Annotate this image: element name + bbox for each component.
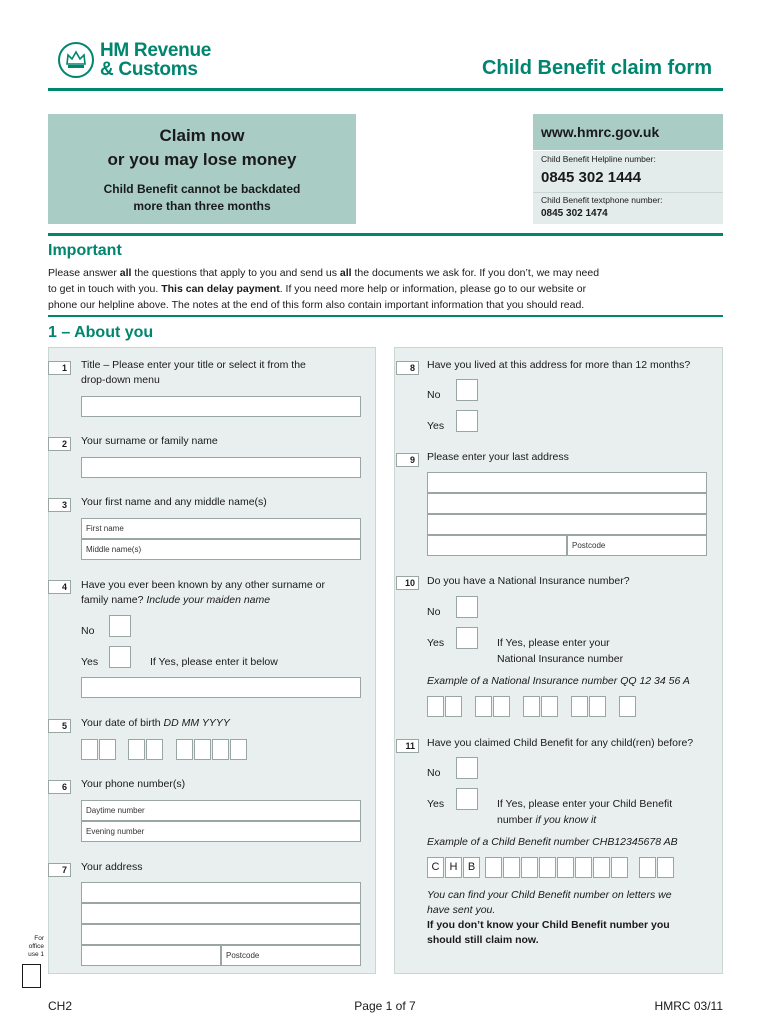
form-title: Child Benefit claim form (481, 57, 712, 79)
ni-cell-2[interactable] (445, 696, 462, 717)
ni-cell-5[interactable] (523, 696, 540, 717)
ni-cell-6[interactable] (541, 696, 558, 717)
claim-now-line1: Claim now (159, 126, 245, 145)
ni-cell-4[interactable] (493, 696, 510, 717)
daytime-number-label: Daytime number (86, 806, 145, 815)
q8-no-checkbox[interactable] (456, 379, 478, 401)
cb-cell-1[interactable] (485, 857, 502, 878)
last-address-line-4[interactable] (427, 535, 567, 556)
claim-now-box (48, 114, 356, 224)
important-heading: Important (48, 242, 122, 259)
q11-dont-2: should still claim now. (427, 934, 539, 946)
office-use-box (22, 964, 41, 988)
website-band (533, 114, 723, 150)
q1-text-2: drop-down menu (81, 374, 160, 386)
first-name-input[interactable] (81, 518, 361, 539)
q11-find-1: You can find your Child Benefit number on letters we (427, 889, 672, 901)
crown-icon (58, 42, 94, 78)
evening-number-label: Evening number (86, 827, 145, 836)
claim-now-line2: or you may lose money (107, 150, 297, 169)
q10-no-checkbox[interactable] (456, 596, 478, 618)
q8-no-label: No (427, 389, 441, 401)
claim-now-line3: Child Benefit cannot be backdated (103, 182, 301, 196)
q6-number: 6 (48, 780, 71, 794)
address-line-4[interactable] (81, 945, 221, 966)
evening-number-input[interactable] (81, 821, 361, 842)
q11-number: 11 (396, 739, 419, 753)
last-address-line-3[interactable] (427, 514, 707, 535)
textphone-number: 0845 302 1474 (541, 208, 608, 219)
textphone-label: Child Benefit textphone number: (541, 195, 663, 205)
q8-yes-label: Yes (427, 420, 445, 432)
cb-prefix-c: C (427, 857, 444, 878)
q10-number: 10 (396, 576, 419, 590)
q1-text-1: Title – Please enter your title or select it from the (81, 359, 306, 371)
q4-yes-note: If Yes, please enter it below (150, 656, 278, 668)
contact-rule (48, 233, 723, 236)
section-1-heading: 1 – About you (48, 324, 154, 341)
q10-no-label: No (427, 606, 441, 618)
q4-yes-checkbox[interactable] (109, 646, 131, 668)
dob-year-2[interactable] (194, 739, 211, 760)
ni-cell-3[interactable] (475, 696, 492, 717)
logo-line-2: & Customs (100, 59, 198, 80)
hmrc-logo (58, 38, 238, 84)
q11-yes-note-1: If Yes, please enter your Child Benefit (497, 798, 673, 810)
q10-yes-note-1: If Yes, please enter your (497, 637, 610, 649)
q4-text-2: family name? Include your maiden name (81, 594, 271, 606)
address-postcode-label: Postcode (226, 951, 260, 960)
q11-text: Have you claimed Child Benefit for any child(ren) before? (427, 737, 694, 749)
dob-year-4[interactable] (230, 739, 247, 760)
address-line-2[interactable] (81, 903, 361, 924)
q10-yes-label: Yes (427, 637, 445, 649)
important-text: Please answer all the questions that apply to you and send us all the documents we ask for. If you don’t, we may need to get in touch with you. This can delay payment. If you need more help or information, please go to our website or phone our helpline above. The notes at the end of this form also contain important information that you should read. (48, 267, 600, 311)
q7-text: Your address (81, 861, 143, 873)
footer-version: HMRC 03/11 (654, 999, 723, 1013)
cb-cell-9[interactable] (639, 857, 656, 878)
address-line-3[interactable] (81, 924, 361, 945)
middle-name-label: Middle name(s) (86, 545, 142, 554)
dob-year-3[interactable] (212, 739, 229, 760)
q10-example: Example of a National Insurance number QQ 12 34 56 A (427, 675, 690, 687)
q11-dont-1: If you don’t know your Child Benefit number you (427, 919, 670, 931)
header-rule (48, 88, 723, 91)
cb-cell-5[interactable] (557, 857, 574, 878)
cb-cell-8[interactable] (611, 857, 628, 878)
address-postcode-input[interactable] (221, 945, 361, 966)
q5-number: 5 (48, 719, 71, 733)
q3-number: 3 (48, 498, 71, 512)
q10-yes-note-2: National Insurance number (497, 653, 624, 665)
q4-no-label: No (81, 625, 95, 637)
q11-yes-label: Yes (427, 798, 445, 810)
title-input[interactable] (81, 396, 361, 417)
q10-text: Do you have a National Insurance number? (427, 575, 630, 587)
middle-name-input[interactable] (81, 539, 361, 560)
contact-box (533, 114, 723, 224)
q4-no-checkbox[interactable] (109, 615, 131, 637)
first-name-label: First name (86, 524, 124, 533)
dob-month-2[interactable] (146, 739, 163, 760)
other-name-input[interactable] (81, 677, 361, 698)
q8-text: Have you lived at this address for more than 12 months? (427, 359, 691, 371)
q7-number: 7 (48, 863, 71, 877)
q4-number: 4 (48, 580, 71, 594)
section-rule (48, 315, 723, 317)
q10-yes-checkbox[interactable] (456, 627, 478, 649)
helpline-label: Child Benefit Helpline number: (541, 154, 656, 164)
last-address-line-2[interactable] (427, 493, 707, 514)
q4-text-1: Have you ever been known by any other surname or (81, 579, 325, 591)
website-link[interactable]: www.hmrc.gov.uk (541, 124, 660, 140)
ni-cell-9[interactable] (619, 696, 636, 717)
q9-text: Please enter your last address (427, 451, 569, 463)
ni-cell-8[interactable] (589, 696, 606, 717)
q8-number: 8 (396, 361, 419, 375)
surname-input[interactable] (81, 457, 361, 478)
q1-number: 1 (48, 361, 71, 375)
cb-cell-10[interactable] (657, 857, 674, 878)
q9-number: 9 (396, 453, 419, 467)
last-address-postcode-input[interactable] (567, 535, 707, 556)
cb-cell-7[interactable] (593, 857, 610, 878)
dob-day-2[interactable] (99, 739, 116, 760)
q11-yes-note-2: number if you know it (497, 814, 597, 826)
footer-page-number: Page 1 of 7 (354, 999, 416, 1013)
ni-cell-1[interactable] (427, 696, 444, 717)
cb-cell-4[interactable] (539, 857, 556, 878)
q3-text: Your first name and any middle name(s) (81, 496, 267, 508)
q2-number: 2 (48, 437, 71, 451)
helpline-number: 0845 302 1444 (541, 169, 642, 186)
dob-month-1[interactable] (128, 739, 145, 760)
cb-prefix-b: B (463, 857, 480, 878)
address-line-1[interactable] (81, 882, 361, 903)
last-address-postcode-label: Postcode (572, 541, 606, 550)
last-address-line-1[interactable] (427, 472, 707, 493)
cb-prefix-h: H (445, 857, 462, 878)
claim-now-line4: more than three months (133, 199, 271, 213)
q2-text: Your surname or family name (81, 435, 218, 447)
q6-text: Your phone number(s) (81, 778, 186, 790)
cb-cell-3[interactable] (521, 857, 538, 878)
dob-day-1[interactable] (81, 739, 98, 760)
footer-form-code: CH2 (48, 999, 73, 1013)
textphone-band (533, 192, 723, 224)
daytime-number-input[interactable] (81, 800, 361, 821)
cb-cell-6[interactable] (575, 857, 592, 878)
office-use-label: For office use 1 (28, 935, 44, 958)
q5-text: Your date of birth DD MM YYYY (81, 717, 230, 729)
logo-line-1: HM Revenue (100, 40, 212, 61)
ni-cell-7[interactable] (571, 696, 588, 717)
q11-no-checkbox[interactable] (456, 757, 478, 779)
dob-year-1[interactable] (176, 739, 193, 760)
q11-no-label: No (427, 767, 441, 779)
q4-yes-label: Yes (81, 656, 99, 668)
q11-example: Example of a Child Benefit number CHB12345678 AB (427, 836, 678, 848)
cb-cell-2[interactable] (503, 857, 520, 878)
q11-find-2: have sent you. (427, 904, 496, 916)
q8-yes-checkbox[interactable] (456, 410, 478, 432)
q11-yes-checkbox[interactable] (456, 788, 478, 810)
